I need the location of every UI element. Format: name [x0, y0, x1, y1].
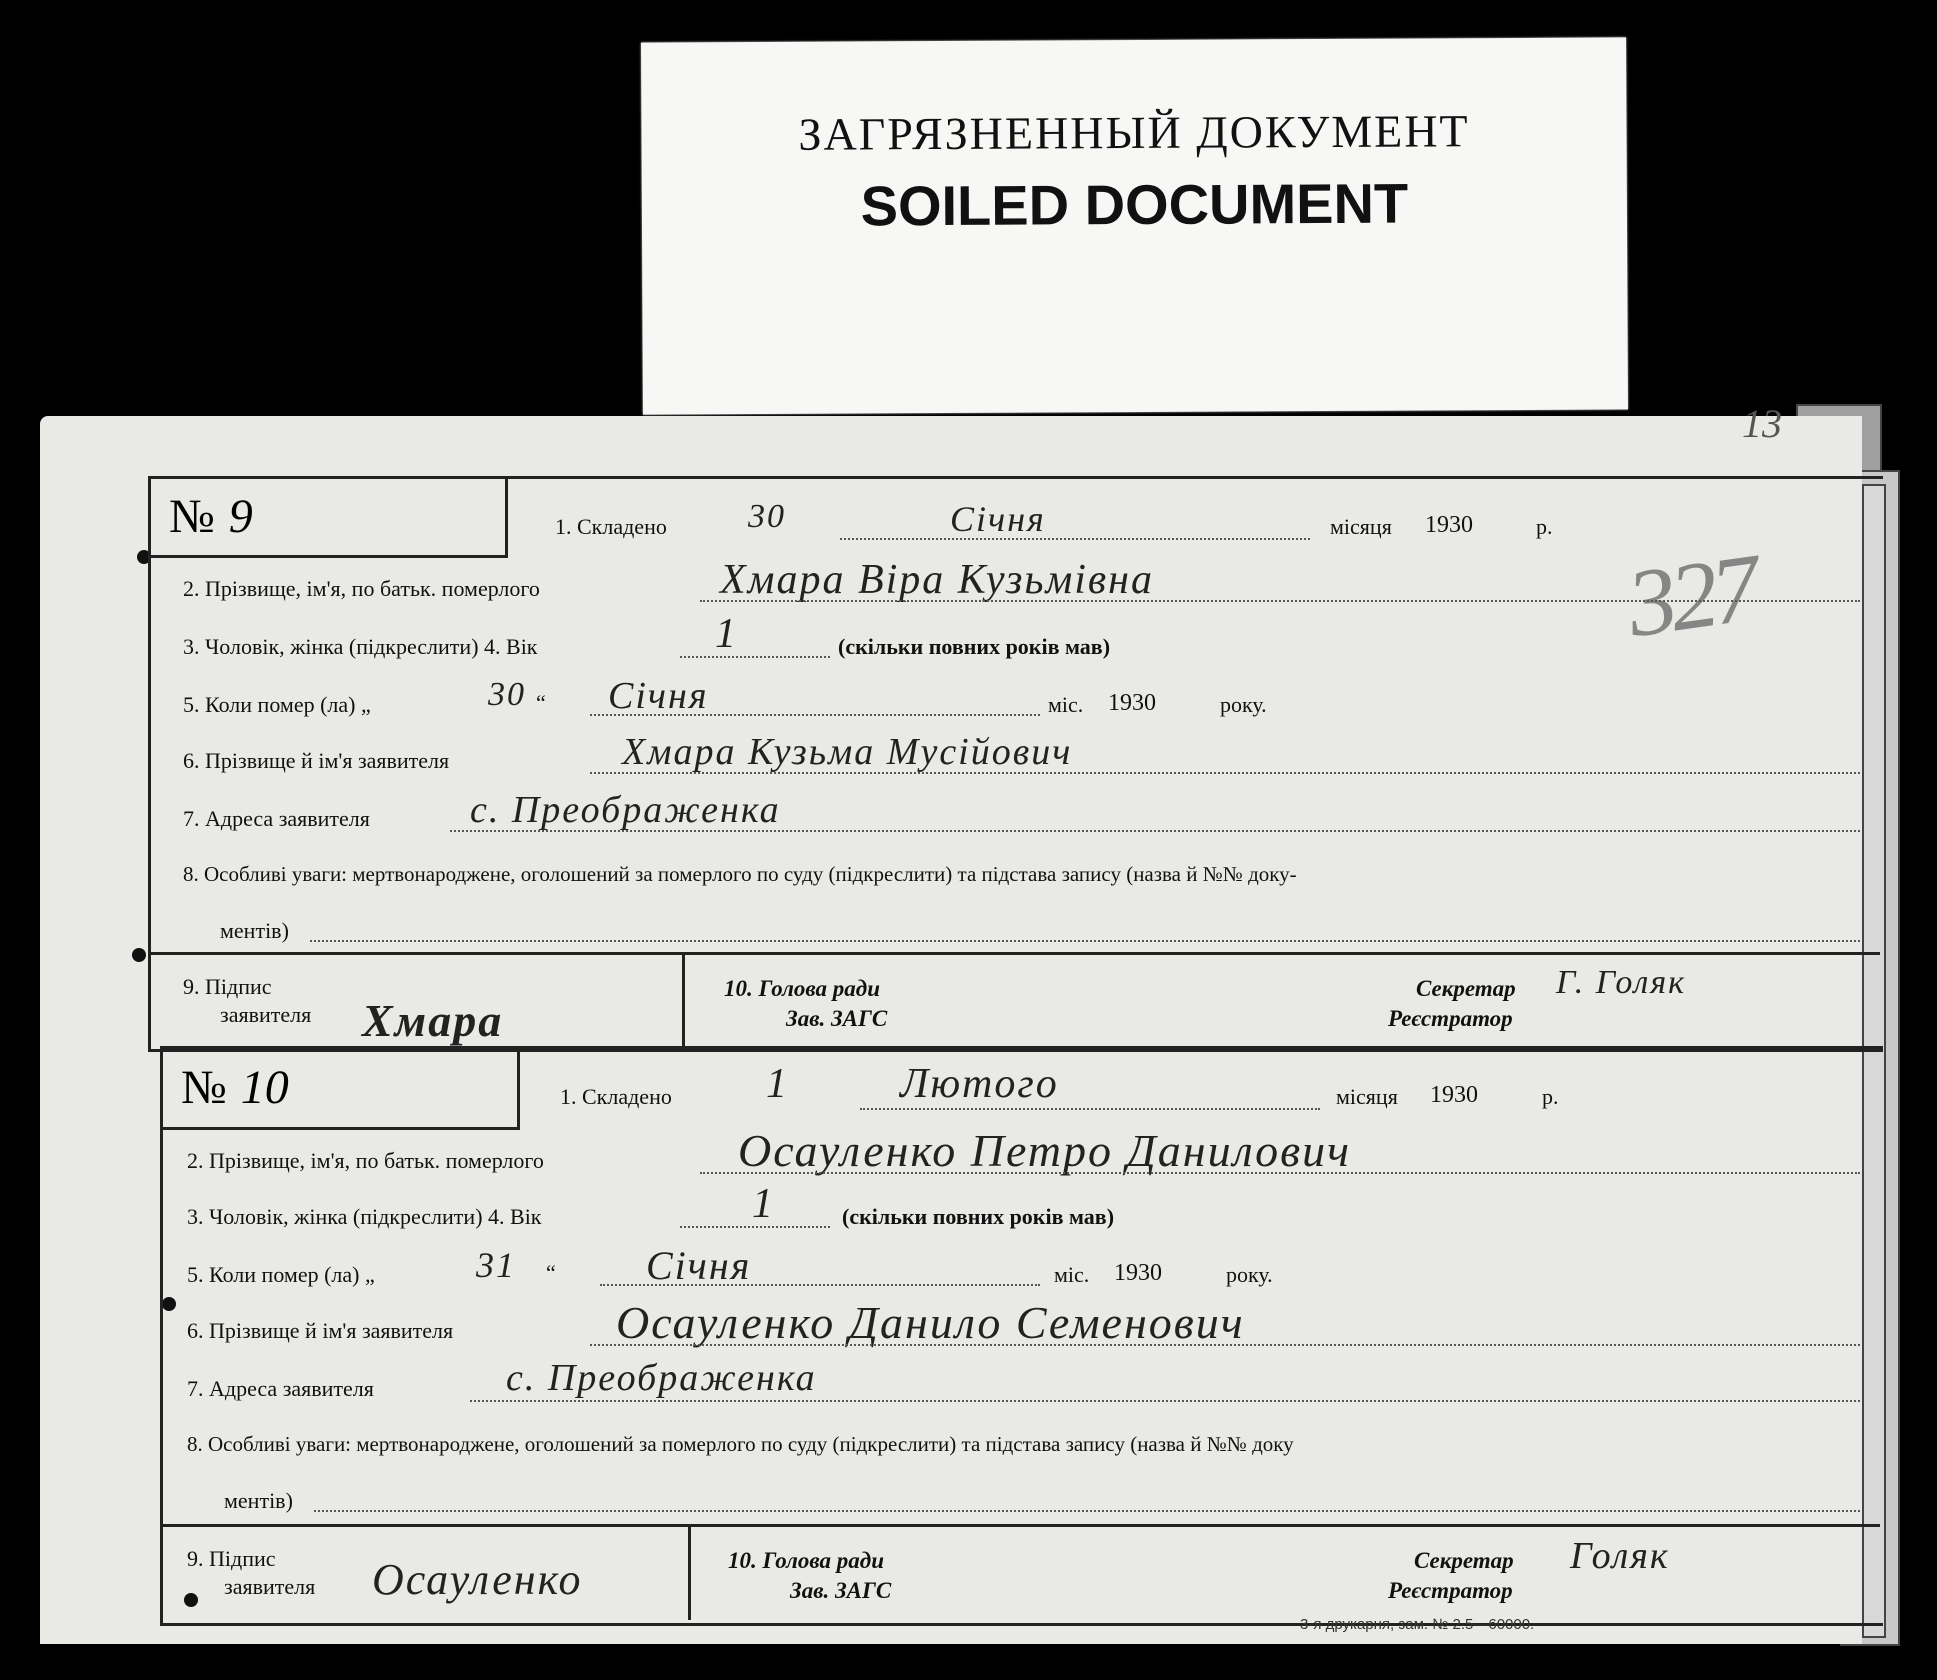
- record-number-box: [163, 1049, 520, 1130]
- f1-month-label: місяця: [1330, 514, 1392, 539]
- f2-label: 2. Прізвище, ім'я, по батьк. померлого: [183, 576, 540, 601]
- f5-quote: “: [546, 1260, 556, 1285]
- f5-roku: року.: [1226, 1262, 1273, 1287]
- secretary-signature: Г. Голяк: [1556, 964, 1687, 1001]
- f8-label: 8. Особливі уваги: мертвонароджене, оголошений за померлого по суду (підкреслити) та підстава запису (назва й №№ доку-: [183, 862, 1297, 886]
- dotted-line: [590, 1344, 1860, 1346]
- f10-label2: Зав. ЗАГС: [786, 1006, 888, 1031]
- f2-value: Осауленко Петро Данилович: [738, 1125, 1352, 1176]
- dotted-line: [700, 600, 1860, 602]
- f6-label: 6. Прізвище й ім'я заявителя: [187, 1318, 454, 1343]
- f1-month: Січня: [950, 499, 1046, 539]
- dotted-line: [860, 1108, 1320, 1110]
- dotted-line: [840, 538, 1310, 540]
- f1-month: Лютого: [900, 1061, 1059, 1107]
- signature-row-top-rule: [160, 1524, 1880, 1527]
- f9-label1: 9. Підпис: [187, 1546, 276, 1571]
- signature-row-divider: [688, 1524, 691, 1620]
- f10-label1: 10. Голова ради: [724, 976, 881, 1001]
- f7-label: 7. Адреса заявителя: [187, 1376, 374, 1401]
- f7-label: 7. Адреса заявителя: [183, 806, 370, 831]
- f3-label: 3. Чоловік, жінка (підкреслити) 4. Вік: [187, 1204, 542, 1229]
- f5-year: 1930: [1108, 690, 1156, 716]
- f9-signature: Хмара: [362, 995, 504, 1046]
- record-number-value: 10: [240, 1061, 289, 1114]
- dotted-line: [700, 1172, 1860, 1174]
- f7-value: с. Преображенка: [506, 1357, 817, 1399]
- f5-quote: “: [536, 690, 546, 715]
- dotted-line: [590, 714, 1040, 716]
- f5-label: 5. Коли помер (ла) „: [183, 692, 371, 717]
- printer-imprint: 3-я друкарня, зам. № 2.5—60000.: [1300, 1616, 1535, 1633]
- f3-label: 3. Чоловік, жінка (підкреслити) 4. Вік: [183, 634, 538, 659]
- dotted-line: [310, 940, 1860, 942]
- f1-label: 1. Складено: [555, 514, 667, 539]
- f5-year: 1930: [1114, 1260, 1162, 1286]
- record-number-label: №: [181, 1061, 227, 1114]
- secretary-label: Секретар: [1414, 1548, 1514, 1573]
- soiled-document-label: [641, 37, 1628, 414]
- f9-label1: 9. Підпис: [183, 974, 272, 999]
- dotted-line: [450, 830, 1860, 832]
- label-text-en: SOILED DOCUMENT: [860, 171, 1409, 238]
- f1-year-suffix: р.: [1542, 1084, 1559, 1109]
- f1-year: 1930: [1430, 1082, 1478, 1108]
- card-stamp-number: 327: [1621, 533, 1761, 658]
- signature-row-divider: [682, 952, 685, 1046]
- dotted-line: [314, 1510, 1860, 1512]
- registrar-label: Реєстратор: [1388, 1006, 1513, 1031]
- registrar-label: Реєстратор: [1388, 1578, 1513, 1603]
- f10-label1: 10. Голова ради: [728, 1548, 885, 1573]
- f10-label2: Зав. ЗАГС: [790, 1578, 892, 1603]
- f8-label2: ментів): [220, 918, 289, 943]
- f2-value: Хмара Віра Кузьмівна: [720, 557, 1154, 603]
- dotted-line: [470, 1400, 1860, 1402]
- f1-day: 1: [766, 1061, 789, 1107]
- record-number-value: 9: [228, 490, 253, 543]
- f2-label: 2. Прізвище, ім'я, по батьк. померлого: [187, 1148, 544, 1173]
- f1-year: 1930: [1425, 512, 1473, 538]
- f8-label: 8. Особливі уваги: мертвонароджене, оголошений за померлого по суду (підкреслити) та підстава запису (назва й №№ доку: [187, 1432, 1294, 1456]
- dotted-line: [680, 656, 830, 658]
- dotted-line: [600, 1284, 1040, 1286]
- label-text-ru: ЗАГРЯЗНЕННЫЙ ДОКУМЕНТ: [798, 105, 1470, 160]
- f1-year-suffix: р.: [1536, 514, 1553, 539]
- card-corner-number: 13: [1742, 401, 1782, 446]
- f1-day: 30: [748, 498, 786, 535]
- secretary-label: Секретар: [1416, 976, 1516, 1001]
- record-number-label: №: [169, 490, 215, 543]
- f3-value: 1: [752, 1181, 775, 1227]
- record-number-box: [151, 479, 508, 558]
- punch-hole: [132, 948, 146, 962]
- f9-label2: заявителя: [224, 1574, 316, 1599]
- secretary-signature: Голяк: [1570, 1535, 1670, 1577]
- f9-signature: Осауленко: [372, 1555, 583, 1604]
- f3-suffix: (скільки повних років мав): [838, 634, 1111, 659]
- f6-value: Хмара Кузьма Мусійович: [622, 731, 1073, 773]
- dotted-line: [590, 772, 1860, 774]
- f5-mis: міс.: [1054, 1262, 1090, 1287]
- f5-label: 5. Коли помер (ла) „: [187, 1262, 375, 1287]
- f9-label2: заявителя: [220, 1002, 312, 1027]
- f8-label2: ментів): [224, 1488, 293, 1513]
- f6-value: Осауленко Данило Семенович: [616, 1297, 1245, 1348]
- f3-suffix: (скільки повних років мав): [842, 1204, 1115, 1229]
- f5-day: 31: [476, 1245, 516, 1285]
- f5-roku: року.: [1220, 692, 1267, 717]
- f5-month: Січня: [608, 675, 709, 717]
- f1-month-label: місяця: [1336, 1084, 1398, 1109]
- f5-mis: міс.: [1048, 692, 1084, 717]
- f6-label: 6. Прізвище й ім'я заявителя: [183, 748, 450, 773]
- f7-value: с. Преображенка: [470, 789, 781, 831]
- f5-month: Січня: [646, 1243, 752, 1288]
- f5-day: 30: [488, 676, 526, 713]
- f1-label: 1. Складено: [560, 1084, 672, 1109]
- dotted-line: [680, 1226, 830, 1228]
- signature-row-top-rule: [148, 952, 1880, 955]
- f3-value: 1: [715, 611, 738, 657]
